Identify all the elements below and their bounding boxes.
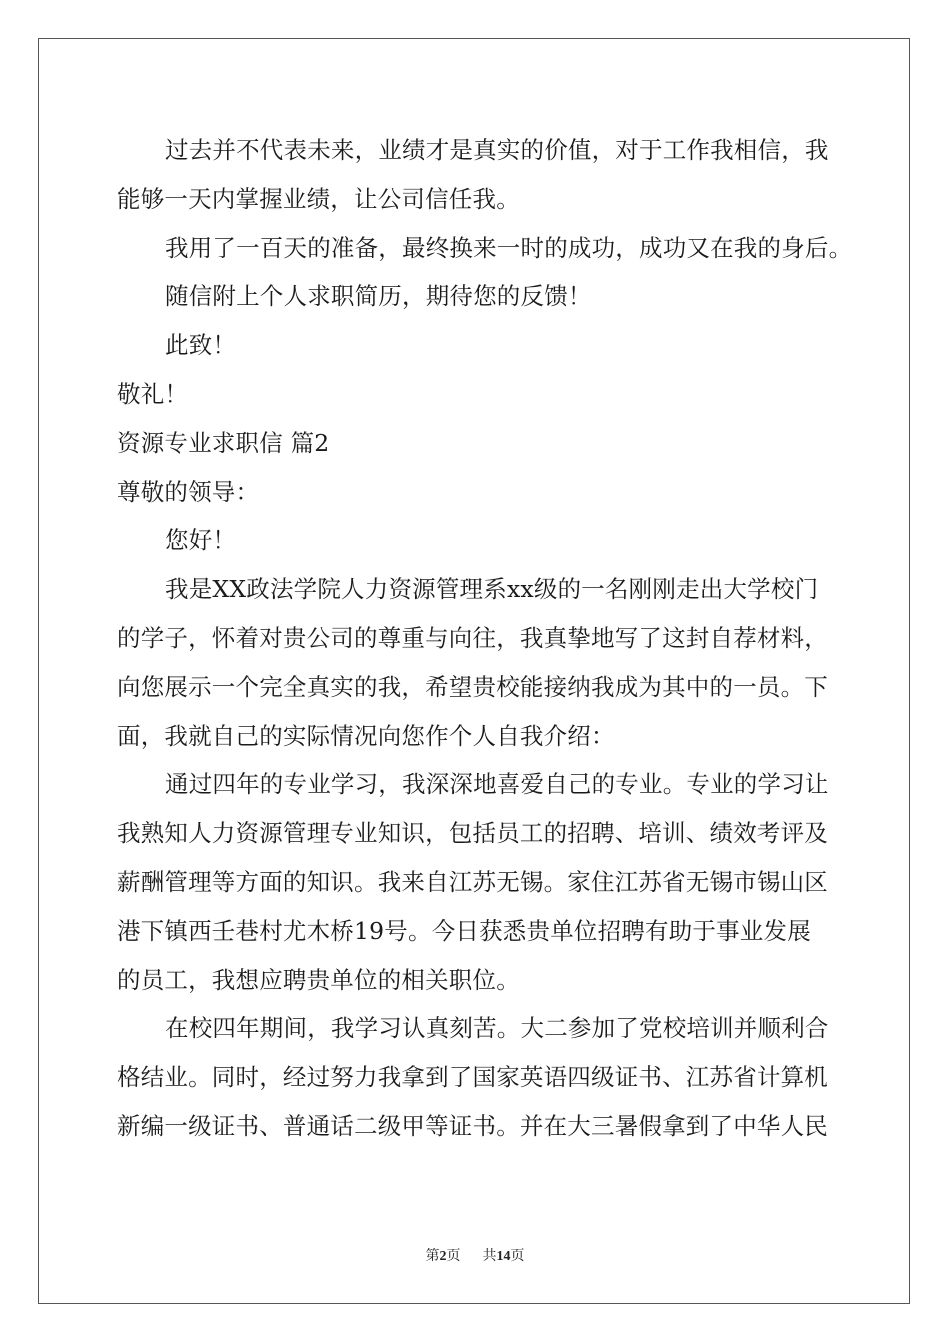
greeting-recipient: 尊敬的领导： bbox=[117, 477, 260, 506]
paragraph-line: 随信附上个人求职简历，期待您的反馈！ bbox=[165, 282, 592, 311]
paragraph-line: 面，我就自己的实际情况向您作个人自我介绍： bbox=[117, 721, 615, 750]
paragraph-line: 在校四年期间，我学习认真刻苦。大二参加了党校培训并顺利合 bbox=[165, 1014, 829, 1043]
page-unit: 页 bbox=[446, 1249, 461, 1264]
page-number-footer bbox=[0, 1245, 950, 1265]
paragraph-line: 港下镇西壬巷村尤木桥19号。今日获悉贵单位招聘有助于事业发展 bbox=[117, 916, 811, 945]
page-prefix: 第 bbox=[425, 1249, 440, 1264]
paragraph-line: 向您展示一个完全真实的我，希望贵校能接纳我成为其中的一员。下 bbox=[117, 672, 828, 701]
total-prefix: 共 bbox=[482, 1249, 497, 1264]
closing-regards: 敬礼！ bbox=[117, 379, 189, 408]
greeting: 您好！ bbox=[165, 526, 237, 555]
section-heading: 资源专业求职信 篇2 bbox=[117, 428, 330, 457]
closing-salutation: 此致！ bbox=[165, 331, 237, 360]
paragraph-line: 过去并不代表未来，业绩才是真实的价值，对于工作我相信，我 bbox=[165, 136, 829, 164]
paragraph-line: 格结业。同时，经过努力我拿到了国家英语四级证书、江苏省计算机 bbox=[117, 1063, 828, 1092]
total-unit: 页 bbox=[510, 1249, 525, 1264]
paragraph-line: 薪酬管理等方面的知识。我来自江苏无锡。家住江苏省无锡市锡山区 bbox=[117, 867, 828, 896]
paragraph-line: 通过四年的专业学习，我深深地喜爱自己的专业。专业的学习让 bbox=[165, 770, 829, 799]
paragraph-line: 的员工，我想应聘贵单位的相关职位。 bbox=[117, 965, 520, 994]
page-total: 14 bbox=[496, 1249, 511, 1264]
paragraph-line: 我熟知人力资源管理专业知识，包括员工的招聘、培训、绩效考评及 bbox=[117, 819, 828, 848]
page-current: 2 bbox=[439, 1249, 447, 1264]
paragraph-line: 的学子，怀着对贵公司的尊重与向往，我真挚地写了这封自荐材料， bbox=[117, 623, 828, 652]
paragraph-line: 能够一天内掌握业绩，让公司信任我。 bbox=[117, 184, 520, 213]
paragraph-line: 我用了一百天的准备，最终换来一时的成功，成功又在我的身后。 bbox=[165, 233, 853, 262]
paragraph-line: 新编一级证书、普通话二级甲等证书。并在大三暑假拿到了中华人民 bbox=[117, 1111, 828, 1140]
paragraph-line: 我是XX政法学院人力资源管理系xx级的一名刚刚走出大学校门 bbox=[165, 575, 819, 604]
document-body bbox=[117, 126, 853, 1151]
